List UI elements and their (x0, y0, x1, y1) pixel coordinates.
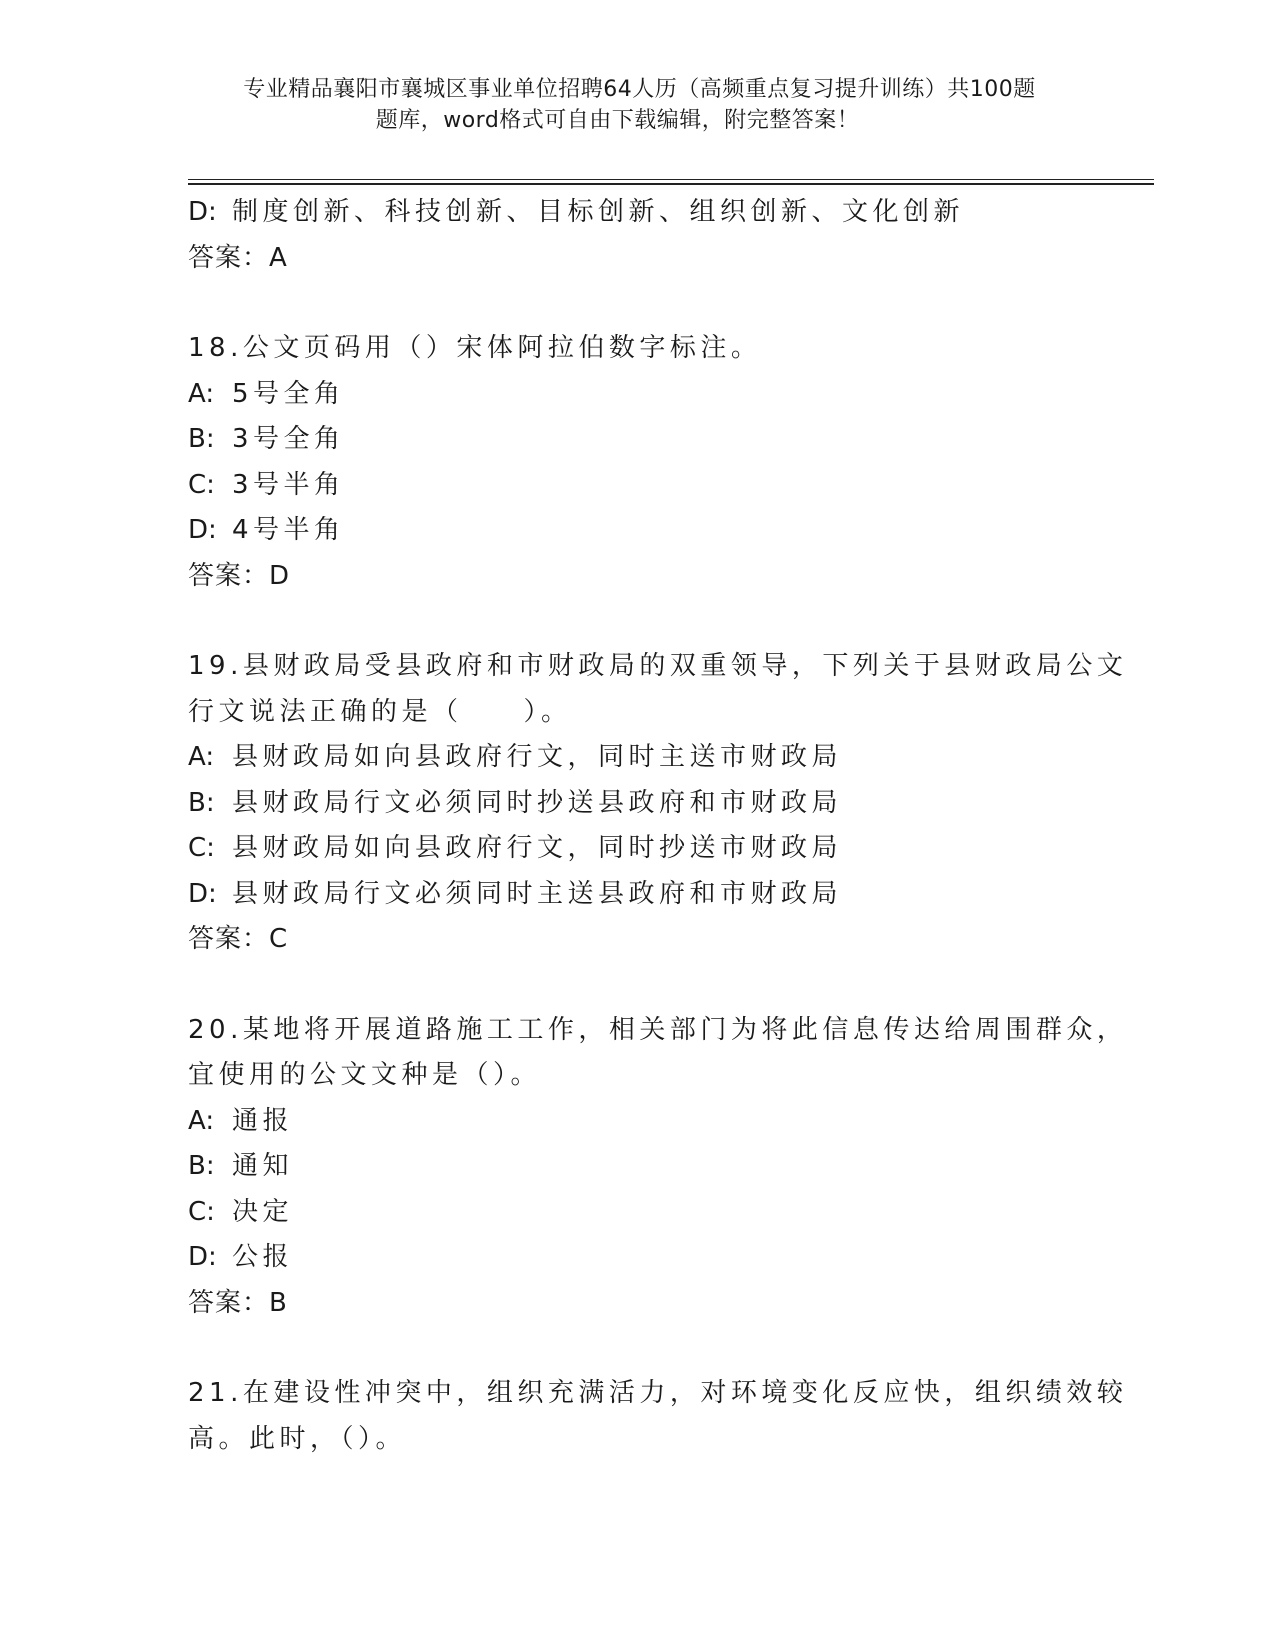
option-b (188, 417, 1088, 463)
option-text: 3号全角 (232, 424, 345, 454)
option-c (188, 1190, 1088, 1236)
option-label: A: (188, 742, 215, 772)
option-text: 5号全角 (232, 378, 345, 409)
option-text: 县财政局如向县政府行文，同时抄送市财政局 (232, 833, 843, 863)
header-title-line1: 专业精品襄阳市襄城区事业单位招聘64人历（高频重点复习提升训练）共100题 (243, 77, 1036, 102)
spacer (188, 963, 1088, 1008)
header-title-line2: 题库，word格式可自由下载编辑，附完整答案！ (375, 108, 860, 133)
option-label: D: (188, 1242, 217, 1272)
question-20 (188, 1008, 1128, 1327)
option-a (188, 735, 1088, 781)
option-d (188, 1235, 1088, 1281)
option-a (188, 372, 1088, 418)
option-label: D: (188, 197, 217, 227)
option-text: 3号半角 (232, 469, 345, 500)
answer-line: 答案：D (188, 560, 291, 591)
spacer (188, 1326, 1088, 1371)
option-text: 县财政局如向县政府行文，同时主送市财政局 (232, 742, 843, 772)
answer-line: 答案：B (188, 1287, 288, 1318)
option-label: D: (188, 878, 217, 909)
answer-line: 答案：C (188, 924, 289, 954)
spacer (188, 599, 1088, 644)
question-18 (188, 326, 1088, 599)
answer-line: 答案：A (188, 242, 288, 273)
question-stem: 19.县财政局受县政府和市财政局的双重领导，下列关于县财政局公文 (188, 651, 1128, 681)
option-label: C: (188, 1196, 215, 1227)
option-b (188, 1144, 1088, 1190)
page-header (0, 74, 1275, 136)
question-19 (188, 644, 1128, 963)
question-stem: 18.公文页码用（）宋体阿拉伯数字标注。 (188, 333, 762, 363)
option-label: B: (188, 424, 215, 454)
question-fragment (188, 190, 1088, 281)
question-stem-continued: 行文说法正确的是（ ）。 (188, 696, 572, 727)
option-text: 县财政局行文必须同时主送县政府和市财政局 (232, 878, 843, 909)
option-label: C: (188, 833, 215, 863)
option-d (188, 508, 1088, 554)
option-text: 通知 (232, 1151, 294, 1181)
option-label: B: (188, 1151, 215, 1181)
spacer (188, 281, 1088, 326)
question-21 (188, 1371, 1128, 1462)
option-label: B: (188, 787, 215, 818)
option-c (188, 463, 1088, 509)
option-label: C: (188, 469, 215, 500)
option-label: A: (188, 378, 215, 409)
question-stem-continued: 高。此时，（）。 (188, 1423, 407, 1454)
option-text: 制度创新、科技创新、目标创新、组织创新、文化创新 (232, 197, 965, 227)
question-stem: 20.某地将开展道路施工工作，相关部门为将此信息传达给周围群众， (188, 1014, 1128, 1045)
option-d (188, 190, 1088, 236)
option-text: 通报 (232, 1105, 294, 1136)
document-body (188, 190, 1128, 1462)
option-d (188, 872, 1088, 918)
question-stem-continued: 宜使用的公文文种是（）。 (188, 1060, 542, 1090)
option-b (188, 781, 1088, 827)
option-label: A: (188, 1105, 215, 1136)
header-divider-thin (188, 179, 1154, 180)
question-stem: 21.在建设性冲突中，组织充满活力，对环境变化反应快，组织绩效较 (188, 1378, 1128, 1408)
header-divider-thick (188, 183, 1154, 185)
option-a (188, 1099, 1088, 1145)
option-text: 决定 (232, 1196, 294, 1227)
option-text: 4号半角 (232, 515, 345, 545)
option-text: 公报 (232, 1242, 294, 1272)
option-c (188, 826, 1088, 872)
option-label: D: (188, 515, 217, 545)
option-text: 县财政局行文必须同时抄送县政府和市财政局 (232, 787, 843, 818)
